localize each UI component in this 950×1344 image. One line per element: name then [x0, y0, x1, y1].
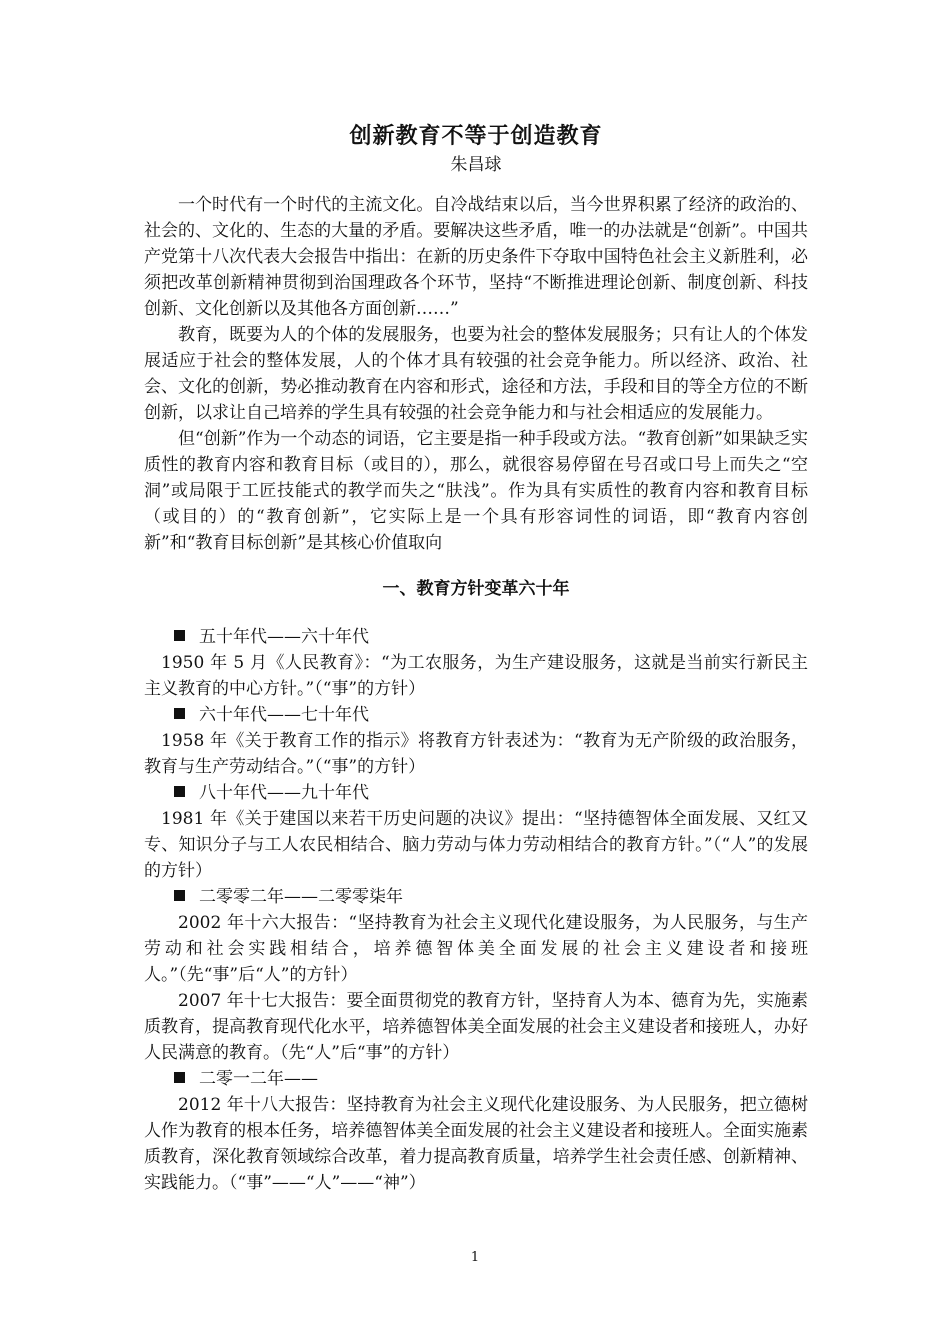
period-heading	[144, 702, 808, 728]
period-label: 二零零二年——二零零柒年	[199, 887, 403, 907]
policy-entry: 1950 年 5 月《人民教育》：“为工农服务，为生产建设服务，这就是当前实行新民主主义教育的中心方针。”（“事”的方针）	[144, 653, 808, 699]
period-label: 六十年代——七十年代	[199, 705, 369, 725]
policy-entry: 1981 年《关于建国以来若干历史问题的决议》提出：“坚持德智体全面发展、又红又专、知识分子与工人农民相结合、脑力劳动与体力劳动相结合的教育方针。”（“人”的发展的方针）	[144, 809, 808, 881]
page-number: 1	[470, 1250, 480, 1265]
policy-entry: 2012 年十八大报告：坚持教育为社会主义现代化建设服务、为人民服务，把立德树人作为教育的根本任务，培养德智体美全面发展的社会主义建设者和接班人。全面实施素质教育，深化教育领域综合改革，着力提高教育质量，培养学生社会责任感、创新精神、实践能力。（“事”——“人”——“神”）	[144, 1095, 808, 1193]
period-label: 二零一二年——	[199, 1069, 318, 1089]
square-bullet-icon	[174, 786, 185, 797]
period-heading	[144, 884, 808, 910]
period-label: 五十年代——六十年代	[199, 627, 369, 647]
document-author: 朱昌球	[450, 155, 502, 175]
paragraph: 但“创新”作为一个动态的词语，它主要是指一种手段或方法。“教育创新”如果缺乏实质性的教育内容和教育目标（或目的），那么，就很容易停留在号召或口号上而失之“空洞”或局限于工匠技能式的教学而失之“肤浅”。作为具有实质性的教育内容和教育目标（或目的）的“教育创新”，它实际上是一个具有形容词性的词语，即“教育内容创新”和“教育目标创新”是其核心价值取向	[144, 429, 808, 553]
policy-entry: 1958 年《关于教育工作的指示》将教育方针表述为：“教育为无产阶级的政治服务，教育与生产劳动结合。”（“事”的方针）	[144, 731, 808, 777]
square-bullet-icon	[174, 1072, 185, 1083]
square-bullet-icon	[174, 890, 185, 901]
period-label: 八十年代——九十年代	[199, 783, 369, 803]
square-bullet-icon	[174, 630, 185, 641]
paragraph: 教育，既要为人的个体的发展服务，也要为社会的整体发展服务；只有让人的个体发展适应于社会的整体发展，人的个体才具有较强的社会竞争能力。所以经济、政治、社会、文化的创新，势必推动教育在内容和形式，途径和方法，手段和目的等全方位的不断创新，以求让自己培养的学生具有较强的社会竞争能力和与社会相适应的发展能力。	[144, 325, 808, 423]
policy-entry: 2007 年十七大报告：要全面贯彻党的教育方针，坚持育人为本、德育为先，实施素质教育，提高教育现代化水平，培养德智体美全面发展的社会主义建设者和接班人，办好人民满意的教育。（先“人”后“事”的方针）	[144, 991, 808, 1063]
section-heading: 一、教育方针变革六十年	[382, 579, 570, 599]
document-title: 创新教育不等于创造教育	[349, 123, 603, 149]
period-heading	[144, 624, 808, 650]
paragraph: 一个时代有一个时代的主流文化。自冷战结束以后，当今世界积累了经济的政治的、社会的、文化的、生态的大量的矛盾。要解决这些矛盾，唯一的办法就是“创新”。中国共产党第十八次代表大会报告中指出：在新的历史条件下夺取中国特色社会主义新胜利，必须把改革创新精神贯彻到治国理政各个环节，坚持“不断推进理论创新、制度创新、科技创新、文化创新以及其他各方面创新……”	[144, 195, 808, 319]
policy-entry: 2002 年十六大报告：“坚持教育为社会主义现代化建设服务，为人民服务，与生产劳动和社会实践相结合，培养德智体美全面发展的社会主义建设者和接班人。”（先“事”后“人”的方针）	[144, 913, 808, 985]
square-bullet-icon	[174, 708, 185, 719]
document-body	[144, 120, 808, 1196]
period-heading	[144, 1066, 808, 1092]
period-heading	[144, 780, 808, 806]
